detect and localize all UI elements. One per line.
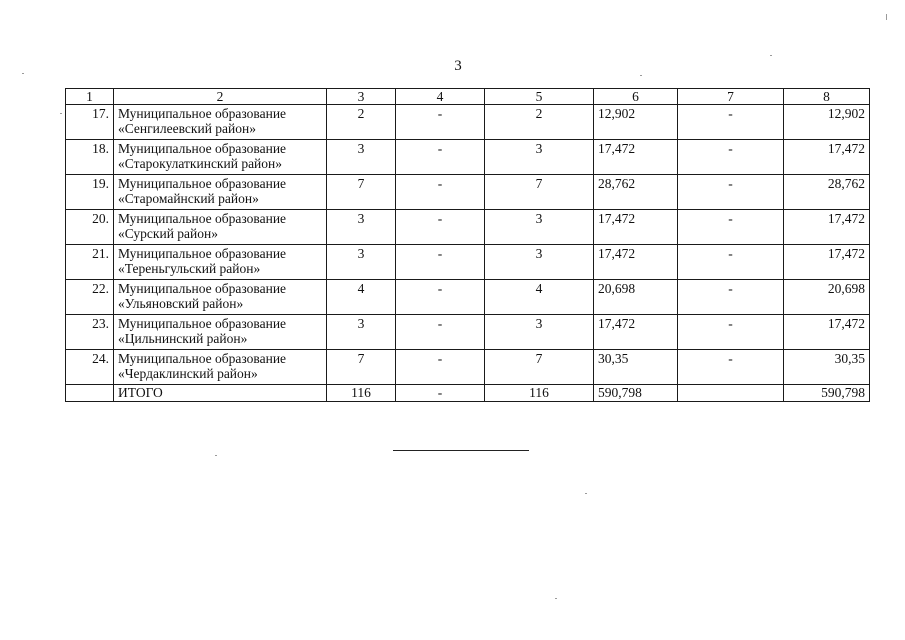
municipality-name-line2: «Сенгилеевский район» xyxy=(118,121,256,136)
value-cell-col5: 7 xyxy=(485,175,594,210)
value-cell-col6: 12,902 xyxy=(594,105,678,140)
value-cell-col7: - xyxy=(678,105,784,140)
value-cell-col3: 7 xyxy=(327,175,396,210)
value-cell-col6: 20,698 xyxy=(594,280,678,315)
total-cell-col7 xyxy=(678,385,784,402)
value-cell-col8: 30,35 xyxy=(784,350,870,385)
municipality-name-cell xyxy=(114,350,327,385)
value-cell-col5: 4 xyxy=(485,280,594,315)
table-row xyxy=(66,175,870,210)
column-number-cell: 7 xyxy=(678,89,784,105)
column-number-cell: 6 xyxy=(594,89,678,105)
value-cell-col8: 17,472 xyxy=(784,245,870,280)
municipality-name-cell xyxy=(114,280,327,315)
row-number-cell: 24. xyxy=(66,350,114,385)
municipality-name-line2: «Тереньгульский район» xyxy=(118,261,261,276)
scan-speck xyxy=(640,75,642,76)
total-empty-cell xyxy=(66,385,114,402)
total-row xyxy=(66,385,870,402)
table-row xyxy=(66,245,870,280)
value-cell-col8: 17,472 xyxy=(784,210,870,245)
municipality-name-line1: Муниципальное образование xyxy=(118,246,287,261)
value-cell-col6: 28,762 xyxy=(594,175,678,210)
municipality-name-line2: «Старокулаткинский район» xyxy=(118,156,283,171)
municipality-name-line1: Муниципальное образование xyxy=(118,176,287,191)
table-row xyxy=(66,280,870,315)
scan-speck xyxy=(886,14,887,20)
row-number-cell: 20. xyxy=(66,210,114,245)
total-cell-col5: 116 xyxy=(485,385,594,402)
value-cell-col7: - xyxy=(678,245,784,280)
table-row xyxy=(66,140,870,175)
municipality-name-line1: Муниципальное образование xyxy=(118,211,287,226)
page-number: 3 xyxy=(454,58,462,74)
municipality-name-line2: «Чердаклинский район» xyxy=(118,366,258,381)
value-cell-col5: 3 xyxy=(485,245,594,280)
scan-speck xyxy=(555,598,557,599)
value-cell-col8: 20,698 xyxy=(784,280,870,315)
value-cell-col4: - xyxy=(396,315,485,350)
table-row xyxy=(66,350,870,385)
value-cell-col7: - xyxy=(678,280,784,315)
municipality-name-cell xyxy=(114,105,327,140)
data-table xyxy=(65,88,870,402)
municipality-name-line2: «Ульяновский район» xyxy=(118,296,244,311)
value-cell-col3: 4 xyxy=(327,280,396,315)
column-number-cell: 1 xyxy=(66,89,114,105)
value-cell-col4: - xyxy=(396,140,485,175)
value-cell-col4: - xyxy=(396,350,485,385)
value-cell-col6: 17,472 xyxy=(594,140,678,175)
scan-speck xyxy=(22,73,24,74)
value-cell-col4: - xyxy=(396,245,485,280)
value-cell-col3: 3 xyxy=(327,245,396,280)
row-number-cell: 21. xyxy=(66,245,114,280)
value-cell-col4: - xyxy=(396,105,485,140)
column-number-cell: 8 xyxy=(784,89,870,105)
row-number-cell: 19. xyxy=(66,175,114,210)
total-cell-col6: 590,798 xyxy=(594,385,678,402)
municipality-name-line1: Муниципальное образование xyxy=(118,141,287,156)
municipality-name-cell xyxy=(114,210,327,245)
scan-speck xyxy=(60,113,62,114)
row-number-cell: 18. xyxy=(66,140,114,175)
value-cell-col5: 2 xyxy=(485,105,594,140)
value-cell-col6: 17,472 xyxy=(594,245,678,280)
value-cell-col6: 17,472 xyxy=(594,315,678,350)
municipality-name-line1: Муниципальное образование xyxy=(118,281,287,296)
value-cell-col8: 28,762 xyxy=(784,175,870,210)
municipality-name-line1: Муниципальное образование xyxy=(118,106,287,121)
municipality-name-cell xyxy=(114,245,327,280)
value-cell-col3: 3 xyxy=(327,315,396,350)
value-cell-col4: - xyxy=(396,280,485,315)
total-cell-col4: - xyxy=(396,385,485,402)
value-cell-col6: 17,472 xyxy=(594,210,678,245)
scan-speck xyxy=(585,493,587,494)
column-number-cell: 3 xyxy=(327,89,396,105)
closing-separator-line xyxy=(393,450,529,451)
value-cell-col8: 12,902 xyxy=(784,105,870,140)
value-cell-col4: - xyxy=(396,210,485,245)
value-cell-col7: - xyxy=(678,175,784,210)
scan-speck xyxy=(770,55,772,56)
municipality-name-cell xyxy=(114,175,327,210)
table-row xyxy=(66,105,870,140)
column-number-cell: 2 xyxy=(114,89,327,105)
value-cell-col3: 7 xyxy=(327,350,396,385)
value-cell-col7: - xyxy=(678,140,784,175)
municipality-name-line1: Муниципальное образование xyxy=(118,351,287,366)
row-number-cell: 22. xyxy=(66,280,114,315)
total-cell-col8: 590,798 xyxy=(784,385,870,402)
total-label-cell: ИТОГО xyxy=(114,385,327,402)
value-cell-col7: - xyxy=(678,350,784,385)
value-cell-col3: 3 xyxy=(327,210,396,245)
column-number-cell: 4 xyxy=(396,89,485,105)
municipality-name-line2: «Сурский район» xyxy=(118,226,218,241)
row-number-cell: 23. xyxy=(66,315,114,350)
total-cell-col3: 116 xyxy=(327,385,396,402)
municipality-name-cell xyxy=(114,140,327,175)
value-cell-col6: 30,35 xyxy=(594,350,678,385)
scan-speck xyxy=(215,455,217,456)
table-header-row xyxy=(66,89,870,105)
municipality-name-cell xyxy=(114,315,327,350)
value-cell-col5: 7 xyxy=(485,350,594,385)
value-cell-col8: 17,472 xyxy=(784,140,870,175)
row-number-cell: 17. xyxy=(66,105,114,140)
value-cell-col7: - xyxy=(678,210,784,245)
value-cell-col5: 3 xyxy=(485,140,594,175)
value-cell-col3: 3 xyxy=(327,140,396,175)
value-cell-col3: 2 xyxy=(327,105,396,140)
value-cell-col7: - xyxy=(678,315,784,350)
table-row xyxy=(66,210,870,245)
municipality-name-line2: «Старомайнский район» xyxy=(118,191,259,206)
value-cell-col5: 3 xyxy=(485,315,594,350)
column-number-cell: 5 xyxy=(485,89,594,105)
municipality-name-line2: «Цильнинский район» xyxy=(118,331,248,346)
municipality-name-line1: Муниципальное образование xyxy=(118,316,287,331)
value-cell-col8: 17,472 xyxy=(784,315,870,350)
value-cell-col4: - xyxy=(396,175,485,210)
table-row xyxy=(66,315,870,350)
value-cell-col5: 3 xyxy=(485,210,594,245)
